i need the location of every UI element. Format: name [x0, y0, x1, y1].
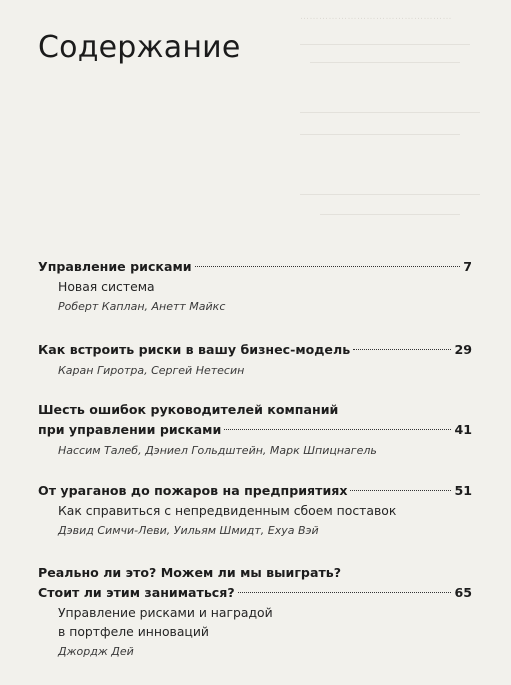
dot-leader: [238, 592, 452, 593]
dot-leader: [350, 490, 451, 491]
toc-entry-title: при управлении рисками: [38, 422, 222, 437]
toc-entry-authors: Джордж Дей: [58, 645, 134, 658]
toc-entry-title-row: [38, 481, 472, 501]
dot-leader: [224, 429, 451, 430]
toc-page-number: 65: [454, 585, 472, 600]
toc-entry[interactable]: [38, 257, 472, 316]
show-through-line: [300, 44, 470, 45]
toc-entry-title: Управление рисками: [38, 259, 192, 274]
show-through-line: [300, 112, 480, 113]
toc-entry-subtitle: Управление рисками и наградой: [58, 605, 273, 620]
toc-page-number: 29: [454, 342, 472, 357]
show-through-line: [300, 134, 460, 135]
toc-entry[interactable]: [38, 340, 472, 380]
toc-entry-title-row: [38, 583, 472, 603]
dot-leader: [353, 349, 451, 350]
show-through-line: [320, 214, 460, 215]
toc-entry-subtitle: в портфеле инноваций: [58, 624, 209, 639]
toc-entry-title-row: [38, 400, 472, 420]
toc-page-number: 41: [454, 422, 472, 437]
toc-entry[interactable]: [38, 400, 472, 460]
toc-page-number: 7: [463, 259, 472, 274]
toc-entry-title-row: [38, 420, 472, 440]
show-through-line: [300, 194, 480, 195]
toc-entry-authors: Дэвид Симчи-Леви, Уильям Шмидт, Ехуа Вэй: [58, 524, 319, 537]
toc-entry-authors: Каран Гиротра, Сергей Нетесин: [58, 364, 245, 377]
toc-entry-title: Реально ли это? Можем ли мы выиграть?: [38, 565, 342, 580]
toc-entry-authors: Роберт Каплан, Анетт Майкс: [58, 300, 226, 313]
toc-entry-title-row: [38, 563, 472, 583]
show-through-line: [310, 62, 460, 63]
toc-entry-title: Шесть ошибок руководителей компаний: [38, 402, 339, 417]
toc-entry-title: Стоит ли этим заниматься?: [38, 585, 235, 600]
toc-entry-authors: Нассим Талеб, Дэниел Гольдштейн, Марк Шпицнагель: [58, 444, 377, 457]
show-through-text: …………………………………………: [300, 12, 452, 22]
toc-entry-subtitle: Как справиться с непредвиденным сбоем поставок: [58, 503, 397, 518]
toc-entry-title-row: [38, 340, 472, 360]
page-title: Содержание: [38, 30, 241, 65]
toc-entry-title: От ураганов до пожаров на предприятиях: [38, 483, 348, 498]
toc-page-number: 51: [454, 483, 472, 498]
toc-entry-subtitle: Новая система: [58, 279, 155, 294]
toc-entry-title: Как встроить риски в вашу бизнес-модель: [38, 342, 351, 357]
toc-entry[interactable]: [38, 481, 472, 540]
dot-leader: [195, 266, 461, 267]
toc-entry-title-row: [38, 257, 472, 277]
toc-entry[interactable]: [38, 563, 472, 661]
